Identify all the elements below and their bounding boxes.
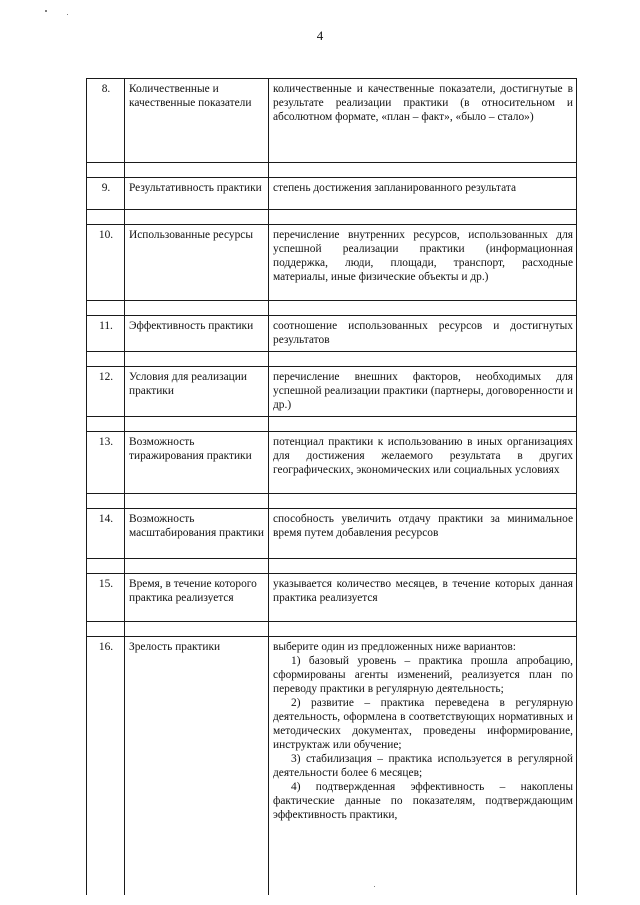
row-number: 16. [87,637,125,895]
table-row [87,316,577,352]
row-spacer [87,352,577,367]
table-row [87,574,577,622]
row-field: Использованные ресурсы [125,225,269,301]
row-field: Возможность тиражирования практики [125,432,269,494]
row-spacer [87,163,577,178]
row-spacer [87,559,577,574]
row-spacer [87,622,577,637]
table-row [87,178,577,210]
row-spacer [87,301,577,316]
row-field: Время, в течение которого практика реализуется [125,574,269,622]
row-field: Возможность масштабирования практики [125,509,269,559]
scan-speck [45,10,47,12]
row-description: перечисление внутренних ресурсов, использованных для успешной реализации практики (информационная поддержка, люди, площади, транспорт, расходные материалы, иные физические объекты и др.) [269,225,577,301]
row-field: Результативность практики [125,178,269,210]
row-field: Эффективность практики [125,316,269,352]
table-row [87,509,577,559]
table-row [87,225,577,301]
maturity-option: 3) стабилизация – практика используется в регулярной деятельности более 6 месяцев; [273,753,573,779]
row-description: количественные и качественные показатели, достигнутые в результате реализации практики (в относительном и абсолютном формате, «план – факт», «было – стало») [269,79,577,163]
table-row [87,367,577,417]
row-description: соотношение использованных ресурсов и достигнутых результатов [269,316,577,352]
scan-speck [67,14,68,15]
row-number: 13. [87,432,125,494]
row-number: 9. [87,178,125,210]
page-number: 4 [316,28,324,43]
maturity-intro: выберите один из предложенных ниже вариантов: [273,641,516,653]
table-row [87,637,577,895]
row-spacer [87,417,577,432]
row-spacer [87,494,577,509]
row-spacer [87,210,577,225]
row-field: Зрелость практики [125,637,269,895]
row-description: способность увеличить отдачу практики за минимальное время путем добавления ресурсов [269,509,577,559]
maturity-option: 1) базовый уровень – практика прошла апробацию, сформированы агенты изменений, реализуется план по переводу практики в регулярную деятельность; [273,655,573,695]
row-description: потенциал практики к использованию в иных организациях для достижения желаемого результата в других географических, экономических или социальных условиях [269,432,577,494]
table-row [87,432,577,494]
maturity-option: 4) подтвержденная эффективность – накоплены фактические данные по показателям, подтверждающим эффективность практики, [273,781,573,821]
table-row [87,79,577,163]
row-number: 8. [87,79,125,163]
row-field: Условия для реализации практики [125,367,269,417]
row-description: перечисление внешних факторов, необходимых для успешной реализации практики (партнеры, договоренности и др.) [269,367,577,417]
row-number: 12. [87,367,125,417]
row-number: 14. [87,509,125,559]
row-field: Количественные и качественные показатели [125,79,269,163]
row-number: 11. [87,316,125,352]
practice-description-table [86,78,577,895]
row-number: 15. [87,574,125,622]
maturity-option: 2) развитие – практика переведена в регулярную деятельность, оформлена в соответствующих нормативных и методических документах, проведены информирование, инструктаж или обучение; [273,697,573,751]
row-description: указывается количество месяцев, в течение которых данная практика реализуется [269,574,577,622]
row-description: степень достижения запланированного результата [269,178,577,210]
row-number: 10. [87,225,125,301]
row-description [269,637,577,895]
